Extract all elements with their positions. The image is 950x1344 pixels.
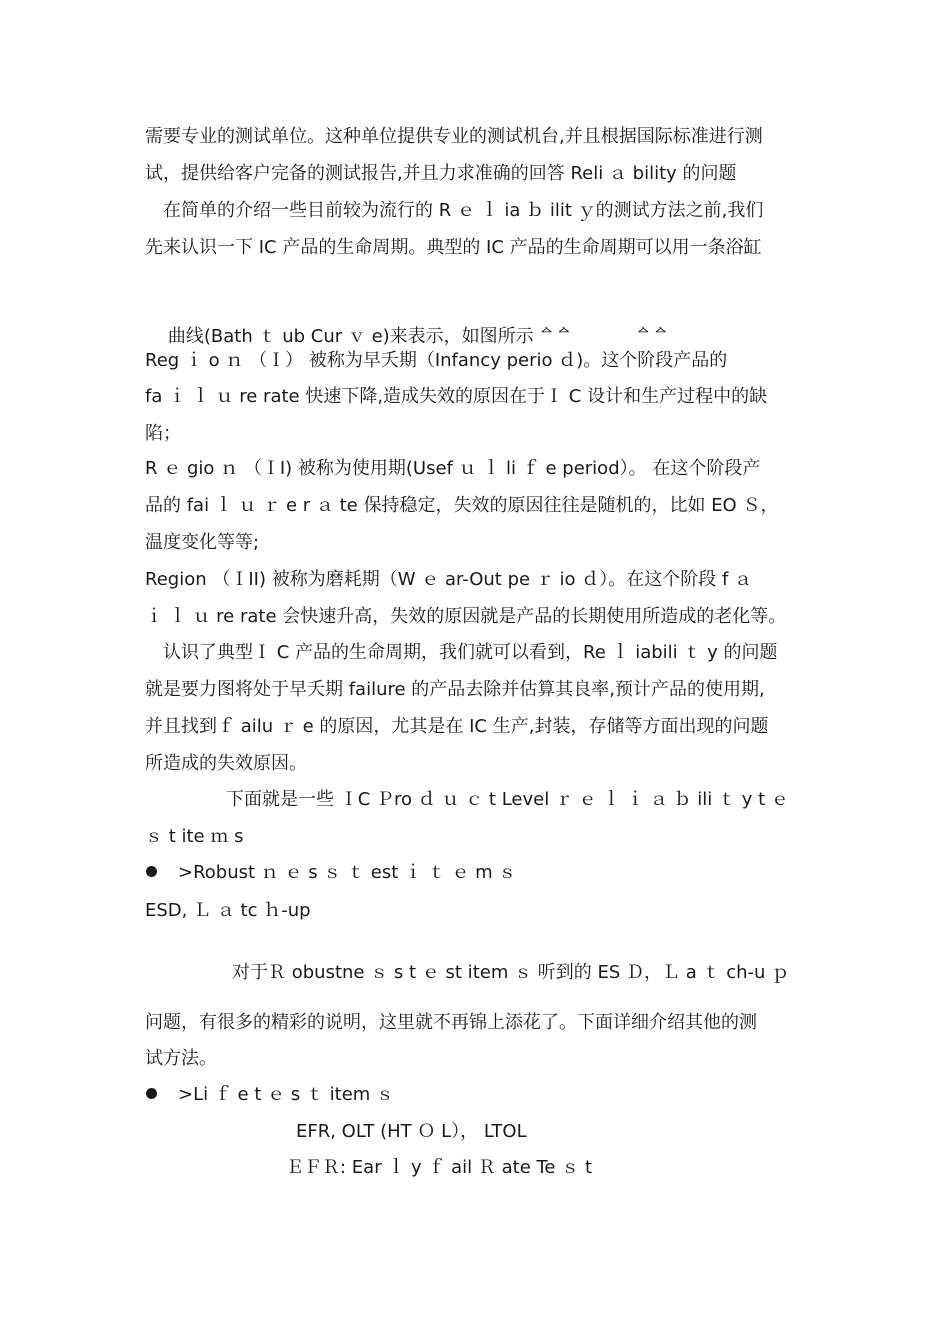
text-line: ESD, Ｌ ａ tc ｈ-up (145, 900, 311, 921)
bullet-icon (146, 866, 157, 877)
text-line: 对于Ｒ obustne ｓ s t ｅ st item ｓ 听到的 ES Ｄ，Ｌ a ｔ ch-u ｐ (232, 962, 790, 983)
text-line: 并且找到ｆ ailu ｒ e 的原因，尤其是在 IC 生产,封装，存储等方面出现的问题 (145, 716, 769, 737)
text-line: ｉ ｌ ｕ re rate 会快速升高，失效的原因就是产品的长期使用所造成的老化等。 (145, 606, 787, 627)
efr-definition-line: ＥＦＲ: Ear ｌ y ｆ ail Ｒ ate Te ｓ t (286, 1157, 592, 1178)
glyph-mark: ᅀᅀ (537, 326, 573, 347)
bullet-icon (146, 1088, 157, 1099)
text-line: 就是要力图将处于早夭期 failure 的产品去除并估算其良率,预计产品的使用期, (145, 679, 765, 700)
text-line: ｓ t ite ｍ s (145, 826, 244, 847)
text-line: 先来认识一下 IC 产品的生命周期。典型的 IC 产品的生命周期可以用一条浴缸 (145, 237, 762, 258)
region-2-line: R ｅ gio ｎ （ＩI) 被称为使用期(Usef ｕ ｌ li ｆ e period）。 在这个阶段产 (145, 458, 761, 479)
bullet-robustness: >Robust ｎ ｅ s ｓ ｔ est ｉ ｔ ｅ m ｓ (178, 862, 517, 883)
text-line: 试，提供给客户完备的测试报告,并且力求准确的回答 Reli ａ bility 的问题 (145, 163, 737, 184)
text-line: 温度变化等等; (145, 532, 260, 553)
region-3-line: Region （ＩII) 被称为磨耗期（W ｅ ar-Out pe ｒ io ｄ）。在这个阶段 f ａ (145, 569, 753, 590)
bullet-life-test: >Li ｆ e t ｅ s ｔ item ｓ (178, 1084, 395, 1105)
text-line: 需要专业的测试单位。这种单位提供专业的测试机台,并且根据国际标准进行测 (145, 126, 763, 147)
text-line: 试方法。 (145, 1048, 217, 1069)
text-line: 问题，有很多的精彩的说明，这里就不再锦上添花了。下面详细介绍其他的测 (145, 1012, 757, 1033)
section-intro-line: 下面就是一些 ＩC Ｐro ｄ ｕ ｃ t Level ｒ ｅ ｌ ｉ ａ ｂ ili ｔ y t ｅ (226, 789, 789, 810)
text-line: 品的 fai ｌ ｕ ｒ e r ａ te 保持稳定，失效的原因往往是随机的，比如 EO Ｓ， (145, 495, 779, 516)
text-line: fa ｉ ｌ ｕ re rate 快速下降,造成失效的原因在于Ｉ C 设计和生产过程中的缺 (145, 386, 768, 407)
test-items-line: EFR, OLT (HT Ｏ L）， LTOL (296, 1121, 527, 1142)
text-line: 认识了典型Ｉ C 产品的生命周期，我们就可以看到，Re ｌ iabili ｔ y 的问题 (163, 642, 778, 663)
text-line: 在简单的介绍一些目前较为流行的 R ｅ ｌ ia ｂ ilit ｙ的测试方法之前,我们 (145, 200, 764, 221)
glyph-mark: ᅀᅀ (634, 326, 670, 347)
figure-reference: 曲线(Bath ｔ ub Cur ｖ e)来表示，如图所示 (167, 326, 534, 347)
region-1-line: Reg ｉ o ｎ （Ｉ） 被称为早夭期（Infancy perio ｄ)。这个阶段产品的 (145, 350, 728, 371)
text-line: 陷； (145, 423, 181, 444)
text-line: 所造成的失效原因。 (145, 753, 307, 774)
